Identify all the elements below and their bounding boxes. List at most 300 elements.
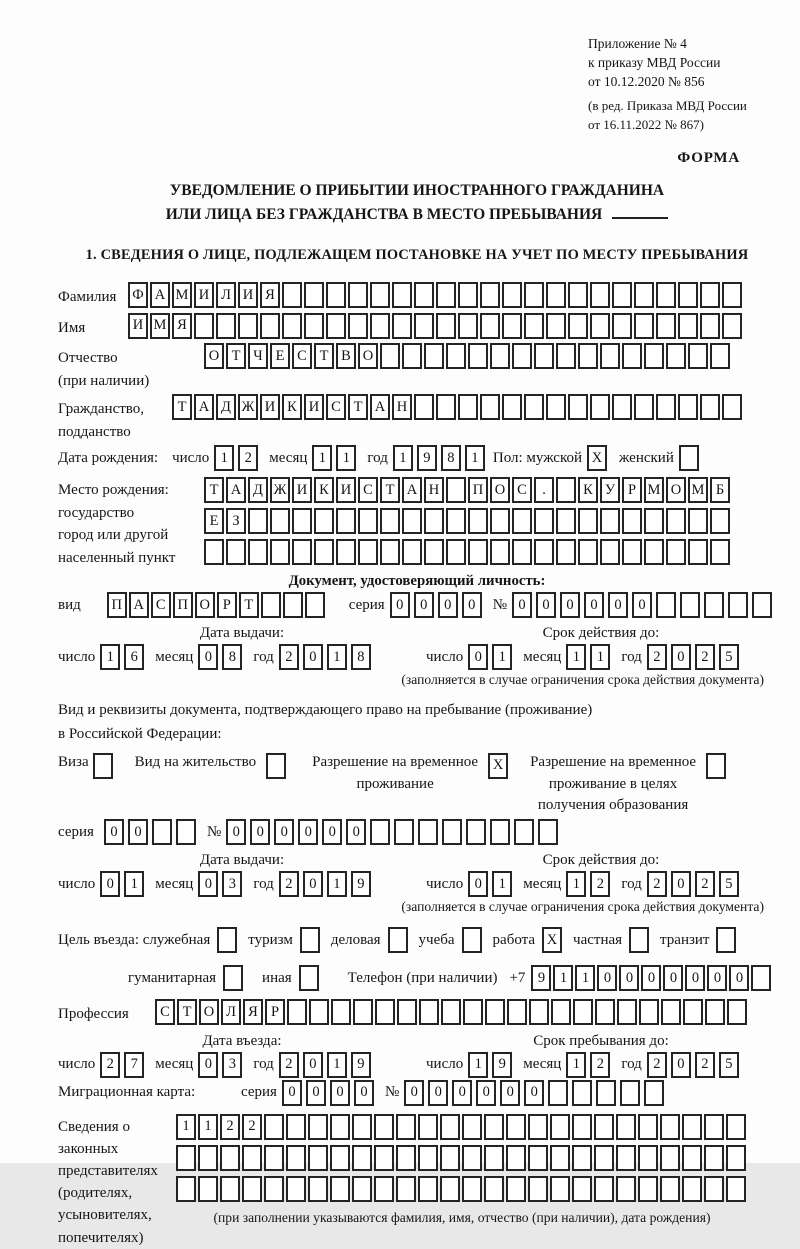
char-cell: 0 <box>632 592 652 618</box>
form-title <box>58 179 776 227</box>
char-cell: 0 <box>512 592 532 618</box>
birth-place-row <box>58 477 776 569</box>
char-cell: О <box>490 477 510 503</box>
char-cell <box>286 1176 306 1202</box>
char-cell <box>248 539 268 565</box>
char-cell <box>660 1114 680 1140</box>
char-cell <box>502 394 522 420</box>
entry-day-boxes <box>100 1052 148 1078</box>
char-cell: 0 <box>298 819 318 845</box>
char-cell <box>490 343 510 369</box>
char-cell: 1 <box>468 1052 488 1078</box>
visa-option <box>58 752 115 779</box>
char-cell <box>220 1145 240 1171</box>
char-cell: 1 <box>492 644 512 670</box>
char-cell <box>419 999 439 1025</box>
birth-place-row3 <box>204 539 732 565</box>
char-cell: 9 <box>417 445 437 471</box>
char-cell: 1 <box>214 445 234 471</box>
entry-date: число 2 7 месяц 0 3 год 2 0 1 9 <box>58 1052 426 1078</box>
char-cell: 0 <box>404 1080 424 1106</box>
other-checkbox <box>299 965 321 991</box>
char-cell: М <box>644 477 664 503</box>
char-cell: 0 <box>346 819 366 845</box>
char-cell <box>638 1145 658 1171</box>
char-cell <box>468 508 488 534</box>
birth-date-label: Дата рождения: <box>58 449 159 466</box>
char-cell <box>286 1114 306 1140</box>
char-cell <box>370 819 390 845</box>
char-cell: М <box>150 313 170 339</box>
identity-doc-date-headings <box>58 625 776 642</box>
char-cell <box>578 508 598 534</box>
representatives-boxes <box>176 1114 748 1226</box>
char-cell <box>466 819 486 845</box>
valid-year-boxes <box>647 871 743 897</box>
char-cell <box>534 539 554 565</box>
char-cell <box>446 477 466 503</box>
doc-type-label: вид <box>58 596 81 613</box>
residence-doc-date-headings <box>58 852 776 869</box>
char-cell <box>524 282 544 308</box>
char-cell <box>550 1176 570 1202</box>
visit-purpose-row <box>58 927 776 953</box>
char-cell <box>752 592 772 618</box>
char-cell: 5 <box>719 871 739 897</box>
char-cell <box>700 282 720 308</box>
sex-male-label: Пол: мужской <box>492 449 583 466</box>
char-cell <box>287 999 307 1025</box>
char-cell <box>176 1176 196 1202</box>
char-cell <box>442 819 462 845</box>
form-title-line2: ИЛИ ЛИЦА БЕЗ ГРАЖДАНСТВА В МЕСТО ПРЕБЫВАНИЯ <box>58 203 776 227</box>
valid-year-boxes <box>647 644 743 670</box>
migration-card-label: Миграционная карта: <box>58 1084 196 1101</box>
char-cell <box>270 508 290 534</box>
char-cell <box>688 343 708 369</box>
char-cell <box>726 1176 746 1202</box>
char-cell: А <box>226 477 246 503</box>
annex-line: к приказу МВД России <box>588 55 721 71</box>
char-cell <box>308 1114 328 1140</box>
char-cell: 1 <box>327 644 347 670</box>
char-cell <box>622 343 642 369</box>
char-cell <box>380 343 400 369</box>
char-cell <box>370 313 390 339</box>
temp-residence-checkbox <box>488 753 510 779</box>
sex-female-checkbox <box>679 445 701 471</box>
char-cell: 2 <box>100 1052 120 1078</box>
char-cell: И <box>336 477 356 503</box>
char-cell <box>594 1145 614 1171</box>
char-cell <box>728 592 748 618</box>
char-cell <box>512 508 532 534</box>
char-cell <box>396 1114 416 1140</box>
char-cell <box>629 927 649 953</box>
residence-series-boxes <box>104 819 200 845</box>
char-cell: 0 <box>303 871 323 897</box>
char-cell <box>282 282 302 308</box>
char-cell: Ж <box>270 477 290 503</box>
char-cell <box>330 1176 350 1202</box>
char-cell: 0 <box>250 819 270 845</box>
char-cell <box>704 592 724 618</box>
purpose-business: деловая <box>331 927 410 953</box>
char-cell <box>680 592 700 618</box>
char-cell <box>596 1080 616 1106</box>
char-cell: 1 <box>566 644 586 670</box>
citizenship-label: Гражданство, подданство <box>58 401 145 440</box>
char-cell: Т <box>172 394 192 420</box>
surname-row <box>58 282 776 309</box>
stay-year-boxes <box>647 1052 743 1078</box>
validity-note: (заполняется в случае ограничения срока действия документа) <box>401 672 764 688</box>
char-cell <box>568 394 588 420</box>
char-cell: Ч <box>248 343 268 369</box>
char-cell: 0 <box>560 592 580 618</box>
sex-male-checkbox <box>587 445 609 471</box>
char-cell: 0 <box>462 592 482 618</box>
char-cell: А <box>194 394 214 420</box>
char-cell <box>220 1176 240 1202</box>
purpose-work: работа X <box>493 927 565 953</box>
char-cell <box>308 1145 328 1171</box>
char-cell <box>683 999 703 1025</box>
stay-month-boxes <box>566 1052 614 1078</box>
char-cell: 2 <box>238 445 258 471</box>
char-cell <box>634 282 654 308</box>
char-cell: 5 <box>719 1052 739 1078</box>
char-cell <box>468 343 488 369</box>
patronymic-row <box>58 343 776 392</box>
char-cell <box>612 313 632 339</box>
char-cell: Т <box>239 592 259 618</box>
char-cell: X <box>542 927 562 953</box>
entry-date-headings <box>58 1033 776 1050</box>
char-cell <box>242 1176 262 1202</box>
char-cell <box>568 313 588 339</box>
char-cell <box>440 1145 460 1171</box>
char-cell: А <box>129 592 149 618</box>
char-cell <box>300 927 320 953</box>
char-cell: 8 <box>441 445 461 471</box>
purpose-transit: транзит <box>660 927 738 953</box>
char-cell: 2 <box>590 871 610 897</box>
char-cell <box>538 819 558 845</box>
char-cell <box>666 508 686 534</box>
forma-label: ФОРМА <box>677 150 740 167</box>
citizenship-row <box>58 394 776 443</box>
char-cell <box>458 282 478 308</box>
char-cell: 2 <box>220 1114 240 1140</box>
char-cell: Е <box>270 343 290 369</box>
char-cell <box>264 1114 284 1140</box>
residence-number-label: № <box>206 823 222 840</box>
char-cell <box>700 313 720 339</box>
issue-month-boxes <box>198 644 246 670</box>
purpose-humanitarian: гуманитарная <box>128 965 245 991</box>
char-cell <box>414 394 434 420</box>
char-cell <box>380 508 400 534</box>
char-cell: 1 <box>124 871 144 897</box>
char-cell: 3 <box>222 871 242 897</box>
char-cell <box>506 1114 526 1140</box>
char-cell: К <box>314 477 334 503</box>
birth-day-boxes <box>214 445 262 471</box>
char-cell: 1 <box>575 965 595 991</box>
char-cell: Н <box>392 394 412 420</box>
humanitarian-checkbox <box>223 965 245 991</box>
char-cell <box>308 1176 328 1202</box>
char-cell: 0 <box>671 1052 691 1078</box>
char-cell <box>534 343 554 369</box>
char-cell: С <box>155 999 175 1025</box>
char-cell: 9 <box>351 871 371 897</box>
identity-valid-date: число 0 1 месяц 1 1 год 2 0 2 5 <box>426 644 743 670</box>
char-cell: 8 <box>222 644 242 670</box>
char-cell <box>468 539 488 565</box>
char-cell <box>612 394 632 420</box>
char-cell <box>572 1080 592 1106</box>
char-cell: С <box>292 343 312 369</box>
char-cell: 2 <box>590 1052 610 1078</box>
char-cell <box>578 539 598 565</box>
char-cell <box>480 313 500 339</box>
char-cell <box>462 1114 482 1140</box>
residence-permit-label: Вид на жительство <box>134 753 257 770</box>
char-cell <box>292 508 312 534</box>
char-cell <box>394 819 414 845</box>
char-cell: 1 <box>492 871 512 897</box>
char-cell <box>590 394 610 420</box>
char-cell <box>751 965 771 991</box>
char-cell: 0 <box>641 965 661 991</box>
char-cell <box>397 999 417 1025</box>
residence-series-label: серия <box>58 823 94 840</box>
char-cell: О <box>666 477 686 503</box>
doc-series-label: серия <box>348 596 385 613</box>
char-cell <box>644 1080 664 1106</box>
char-cell: Т <box>380 477 400 503</box>
char-cell: С <box>326 394 346 420</box>
char-cell <box>666 539 686 565</box>
firstname-boxes <box>128 313 744 339</box>
char-cell: Я <box>260 282 280 308</box>
issue-year-boxes <box>279 644 375 670</box>
profession-boxes <box>155 999 749 1025</box>
char-cell <box>352 1176 372 1202</box>
char-cell: 0 <box>128 819 148 845</box>
char-cell: 0 <box>663 965 683 991</box>
char-cell <box>506 1176 526 1202</box>
char-cell: Я <box>243 999 263 1025</box>
char-cell <box>688 539 708 565</box>
char-cell: П <box>468 477 488 503</box>
representatives-label: Сведения о законных представителях (родителях, усыновителях, попечителях) <box>58 1118 158 1246</box>
char-cell <box>546 282 566 308</box>
char-cell: О <box>358 343 378 369</box>
char-cell: И <box>194 282 214 308</box>
char-cell <box>266 753 286 779</box>
char-cell: 0 <box>390 592 410 618</box>
char-cell <box>528 1176 548 1202</box>
char-cell <box>424 508 444 534</box>
residence-doc-series-row <box>58 819 776 845</box>
char-cell: 0 <box>500 1080 520 1106</box>
char-cell <box>238 313 258 339</box>
char-cell <box>546 394 566 420</box>
official-checkbox <box>217 927 239 953</box>
char-cell <box>595 999 615 1025</box>
char-cell <box>198 1145 218 1171</box>
char-cell <box>484 1176 504 1202</box>
char-cell <box>418 1114 438 1140</box>
char-cell <box>270 539 290 565</box>
char-cell <box>612 282 632 308</box>
char-cell: 0 <box>274 819 294 845</box>
visa-checkbox <box>93 753 115 779</box>
char-cell <box>682 1145 702 1171</box>
char-cell <box>402 343 422 369</box>
char-cell <box>568 282 588 308</box>
char-cell <box>660 1176 680 1202</box>
char-cell: Р <box>265 999 285 1025</box>
char-cell <box>402 539 422 565</box>
char-cell <box>622 539 642 565</box>
char-cell: К <box>282 394 302 420</box>
section1-heading: 1. СВЕДЕНИЯ О ЛИЦЕ, ПОДЛЕЖАЩЕМ ПОСТАНОВКЕ НА УЧЕТ ПО МЕСТУ ПРЕБЫВАНИЯ <box>85 247 749 264</box>
char-cell <box>353 999 373 1025</box>
char-cell: 0 <box>476 1080 496 1106</box>
birth-place-label: Место рождения: государство город или другой населенный пункт <box>58 482 176 566</box>
char-cell <box>546 313 566 339</box>
char-cell: X <box>587 445 607 471</box>
char-cell <box>529 999 549 1025</box>
char-cell: З <box>226 508 246 534</box>
char-cell <box>440 1114 460 1140</box>
char-cell <box>446 343 466 369</box>
char-cell <box>644 343 664 369</box>
migration-series-label: серия <box>241 1084 277 1101</box>
firstname-row <box>58 313 776 340</box>
char-cell <box>666 343 686 369</box>
char-cell <box>490 539 510 565</box>
char-cell: 0 <box>303 644 323 670</box>
residence-issue-date: число 0 1 месяц 0 3 год 2 0 1 9 <box>58 871 426 897</box>
char-cell <box>194 313 214 339</box>
char-cell <box>462 1145 482 1171</box>
char-cell <box>556 508 576 534</box>
char-cell <box>314 508 334 534</box>
amendment-line: от 16.11.2022 № 867) <box>588 116 705 132</box>
char-cell <box>348 282 368 308</box>
char-cell: 2 <box>695 871 715 897</box>
char-cell: А <box>150 282 170 308</box>
valid-until-heading: Срок действия до: <box>542 852 660 869</box>
char-cell: 0 <box>438 592 458 618</box>
migration-series-boxes <box>282 1080 378 1106</box>
char-cell <box>414 313 434 339</box>
char-cell <box>679 445 699 471</box>
char-cell: С <box>151 592 171 618</box>
char-cell <box>348 313 368 339</box>
representatives-row3 <box>176 1176 748 1202</box>
char-cell <box>242 1145 262 1171</box>
char-cell <box>573 999 593 1025</box>
valid-until-heading: Срок действия до: <box>542 625 660 642</box>
char-cell: 3 <box>222 1052 242 1078</box>
char-cell <box>380 539 400 565</box>
entry-dates-row <box>58 1052 776 1078</box>
char-cell: 1 <box>100 644 120 670</box>
char-cell: Б <box>710 477 730 503</box>
char-cell: К <box>578 477 598 503</box>
char-cell: 1 <box>566 1052 586 1078</box>
purpose-private: частная <box>573 927 651 953</box>
issue-date-heading: Дата выдачи: <box>199 625 285 642</box>
firstname-label: Имя <box>58 319 86 336</box>
entry-month-boxes <box>198 1052 246 1078</box>
char-cell <box>617 999 637 1025</box>
surname-boxes <box>128 282 744 308</box>
char-cell: М <box>172 282 192 308</box>
char-cell: А <box>402 477 422 503</box>
char-cell: 0 <box>198 871 218 897</box>
char-cell <box>656 313 676 339</box>
char-cell: 0 <box>354 1080 374 1106</box>
char-cell: 0 <box>608 592 628 618</box>
char-cell <box>424 539 444 565</box>
char-cell: И <box>128 313 148 339</box>
char-cell <box>304 282 324 308</box>
char-cell <box>463 999 483 1025</box>
char-cell <box>722 282 742 308</box>
char-cell <box>396 1176 416 1202</box>
work-checkbox <box>542 927 564 953</box>
issue-day-boxes <box>100 644 148 670</box>
birth-year-boxes <box>393 445 489 471</box>
char-cell <box>352 1145 372 1171</box>
char-cell <box>639 999 659 1025</box>
issue-day-boxes <box>100 871 148 897</box>
char-cell <box>176 819 196 845</box>
char-cell <box>556 539 576 565</box>
char-cell <box>424 343 444 369</box>
char-cell <box>264 1145 284 1171</box>
char-cell: О <box>204 343 224 369</box>
char-cell <box>326 282 346 308</box>
residence-valid-date: число 0 1 месяц 1 2 год 2 0 2 5 <box>426 871 743 897</box>
char-cell <box>600 508 620 534</box>
representatives-row <box>58 1114 776 1249</box>
temp-residence-option <box>312 752 510 796</box>
char-cell <box>314 539 334 565</box>
char-cell: 0 <box>685 965 705 991</box>
char-cell <box>644 539 664 565</box>
char-cell: 0 <box>707 965 727 991</box>
char-cell <box>330 1145 350 1171</box>
char-cell: И <box>238 282 258 308</box>
char-cell <box>710 343 730 369</box>
char-cell <box>726 1114 746 1140</box>
char-cell <box>392 282 412 308</box>
char-cell <box>727 999 747 1025</box>
char-cell <box>436 313 456 339</box>
patronymic-boxes <box>204 343 732 369</box>
char-cell <box>446 508 466 534</box>
identity-doc-row <box>58 592 776 618</box>
char-cell: 1 <box>327 871 347 897</box>
